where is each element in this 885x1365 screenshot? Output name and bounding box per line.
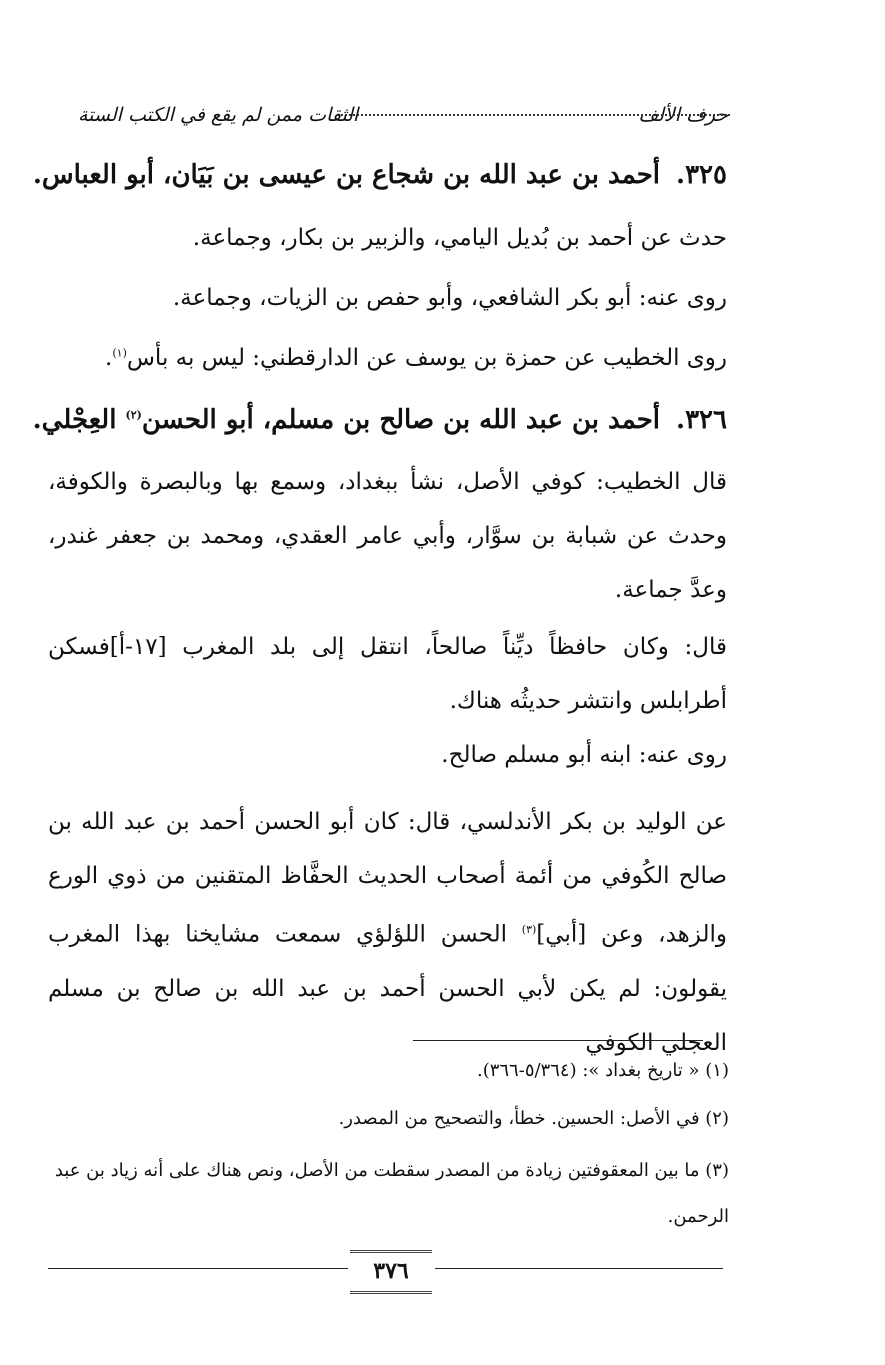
footnote-2: (٢) في الأصل: الحسين. خطأ، والتصحيح من المصدر. (338, 1108, 729, 1129)
footnote-1: (١) « تاريخ بغداد »: (٥/٣٦٤-٣٦٦). (476, 1060, 729, 1081)
line-end: . (105, 345, 113, 371)
entry-number: ٣٢٥. (676, 160, 727, 190)
page-number: ٣٧٦ (350, 1250, 432, 1294)
footnote-separator (413, 1040, 703, 1041)
footnote-ref-1: (١) (112, 346, 127, 360)
footer-rule-right (435, 1268, 723, 1269)
entry-326-paragraph-2: قال: وكان حافظاً ديِّناً صالحاً، انتقل إلى بلد المغرب [١٧-أ]فسكن أطرابلس وانتشر حديثُه هناك. (48, 634, 727, 714)
footer-rule-left (48, 1268, 348, 1269)
entry-325-line-2: روى عنه: أبو بكر الشافعي، وأبو حفص بن الزيات، وجماعة. (172, 285, 727, 311)
footnote-ref-3: (٣) (521, 923, 537, 936)
entry-325-heading (33, 160, 727, 190)
entry-name: أحمد بن عبد الله بن شجاع بن عيسى بن بَيَان، أبو العباس. (32, 160, 661, 190)
entry-326-heading (33, 405, 727, 435)
entry-325-line-3 (105, 345, 727, 371)
entry-number: ٣٢٦. (676, 405, 727, 435)
footnote-ref-2: (٢) (125, 408, 142, 422)
line-text: روى الخطيب عن حمزة بن يوسف عن الدارقطني: ليس به بأس (126, 345, 727, 371)
entry-326-paragraph-1: قال الخطيب: كوفي الأصل، نشأ ببغداد، وسمع بها وبالبصرة والكوفة، وحدث عن شبابة بن سوَّار، وأبي عامر العقدي، ومحمد بن جعفر غندر، وعدَّ جماعة. (48, 469, 727, 603)
entry-325-line-1: حدث عن أحمد بن بُديل اليامي، والزبير بن بكار، وجماعة. (192, 225, 727, 251)
header-dotted-leader (338, 114, 730, 116)
running-header-subtitle: الثقات ممن لم يقع في الكتب الستة (78, 104, 359, 126)
para4-text-a: عن الوليد بن بكر الأندلسي، قال: كان أبو الحسن أحمد بن عبد الله بن صالح الكُوفي من أئمة أصحاب الحديث الحفَّاظ المتقنين من ذوي الورع والزهد، وعن [أبي] (48, 809, 727, 948)
para4-text-b: الحسن اللؤلؤي سمعت مشايخنا بهذا المغرب يقولون: لم يكن لأبي الحسن أحمد بن عبد الله بن صالح بن مسلم العجلي الكوفي (48, 921, 727, 1056)
footnote-3: (٣) ما بين المعقوفتين زيادة من المصدر سقطت من الأصل، ونص هناك على أنه زياد بن عبد الرحمن. (54, 1160, 729, 1227)
running-header-title: حرف الألف (638, 104, 728, 126)
entry-name-b: العِجْلي. (32, 405, 117, 435)
entry-326-paragraph-3: روى عنه: ابنه أبو مسلم صالح. (441, 742, 727, 768)
entry-name-a: أحمد بن عبد الله بن صالح بن مسلم، أبو الحسن (141, 405, 661, 435)
entry-326-paragraph-4 (48, 795, 727, 1070)
